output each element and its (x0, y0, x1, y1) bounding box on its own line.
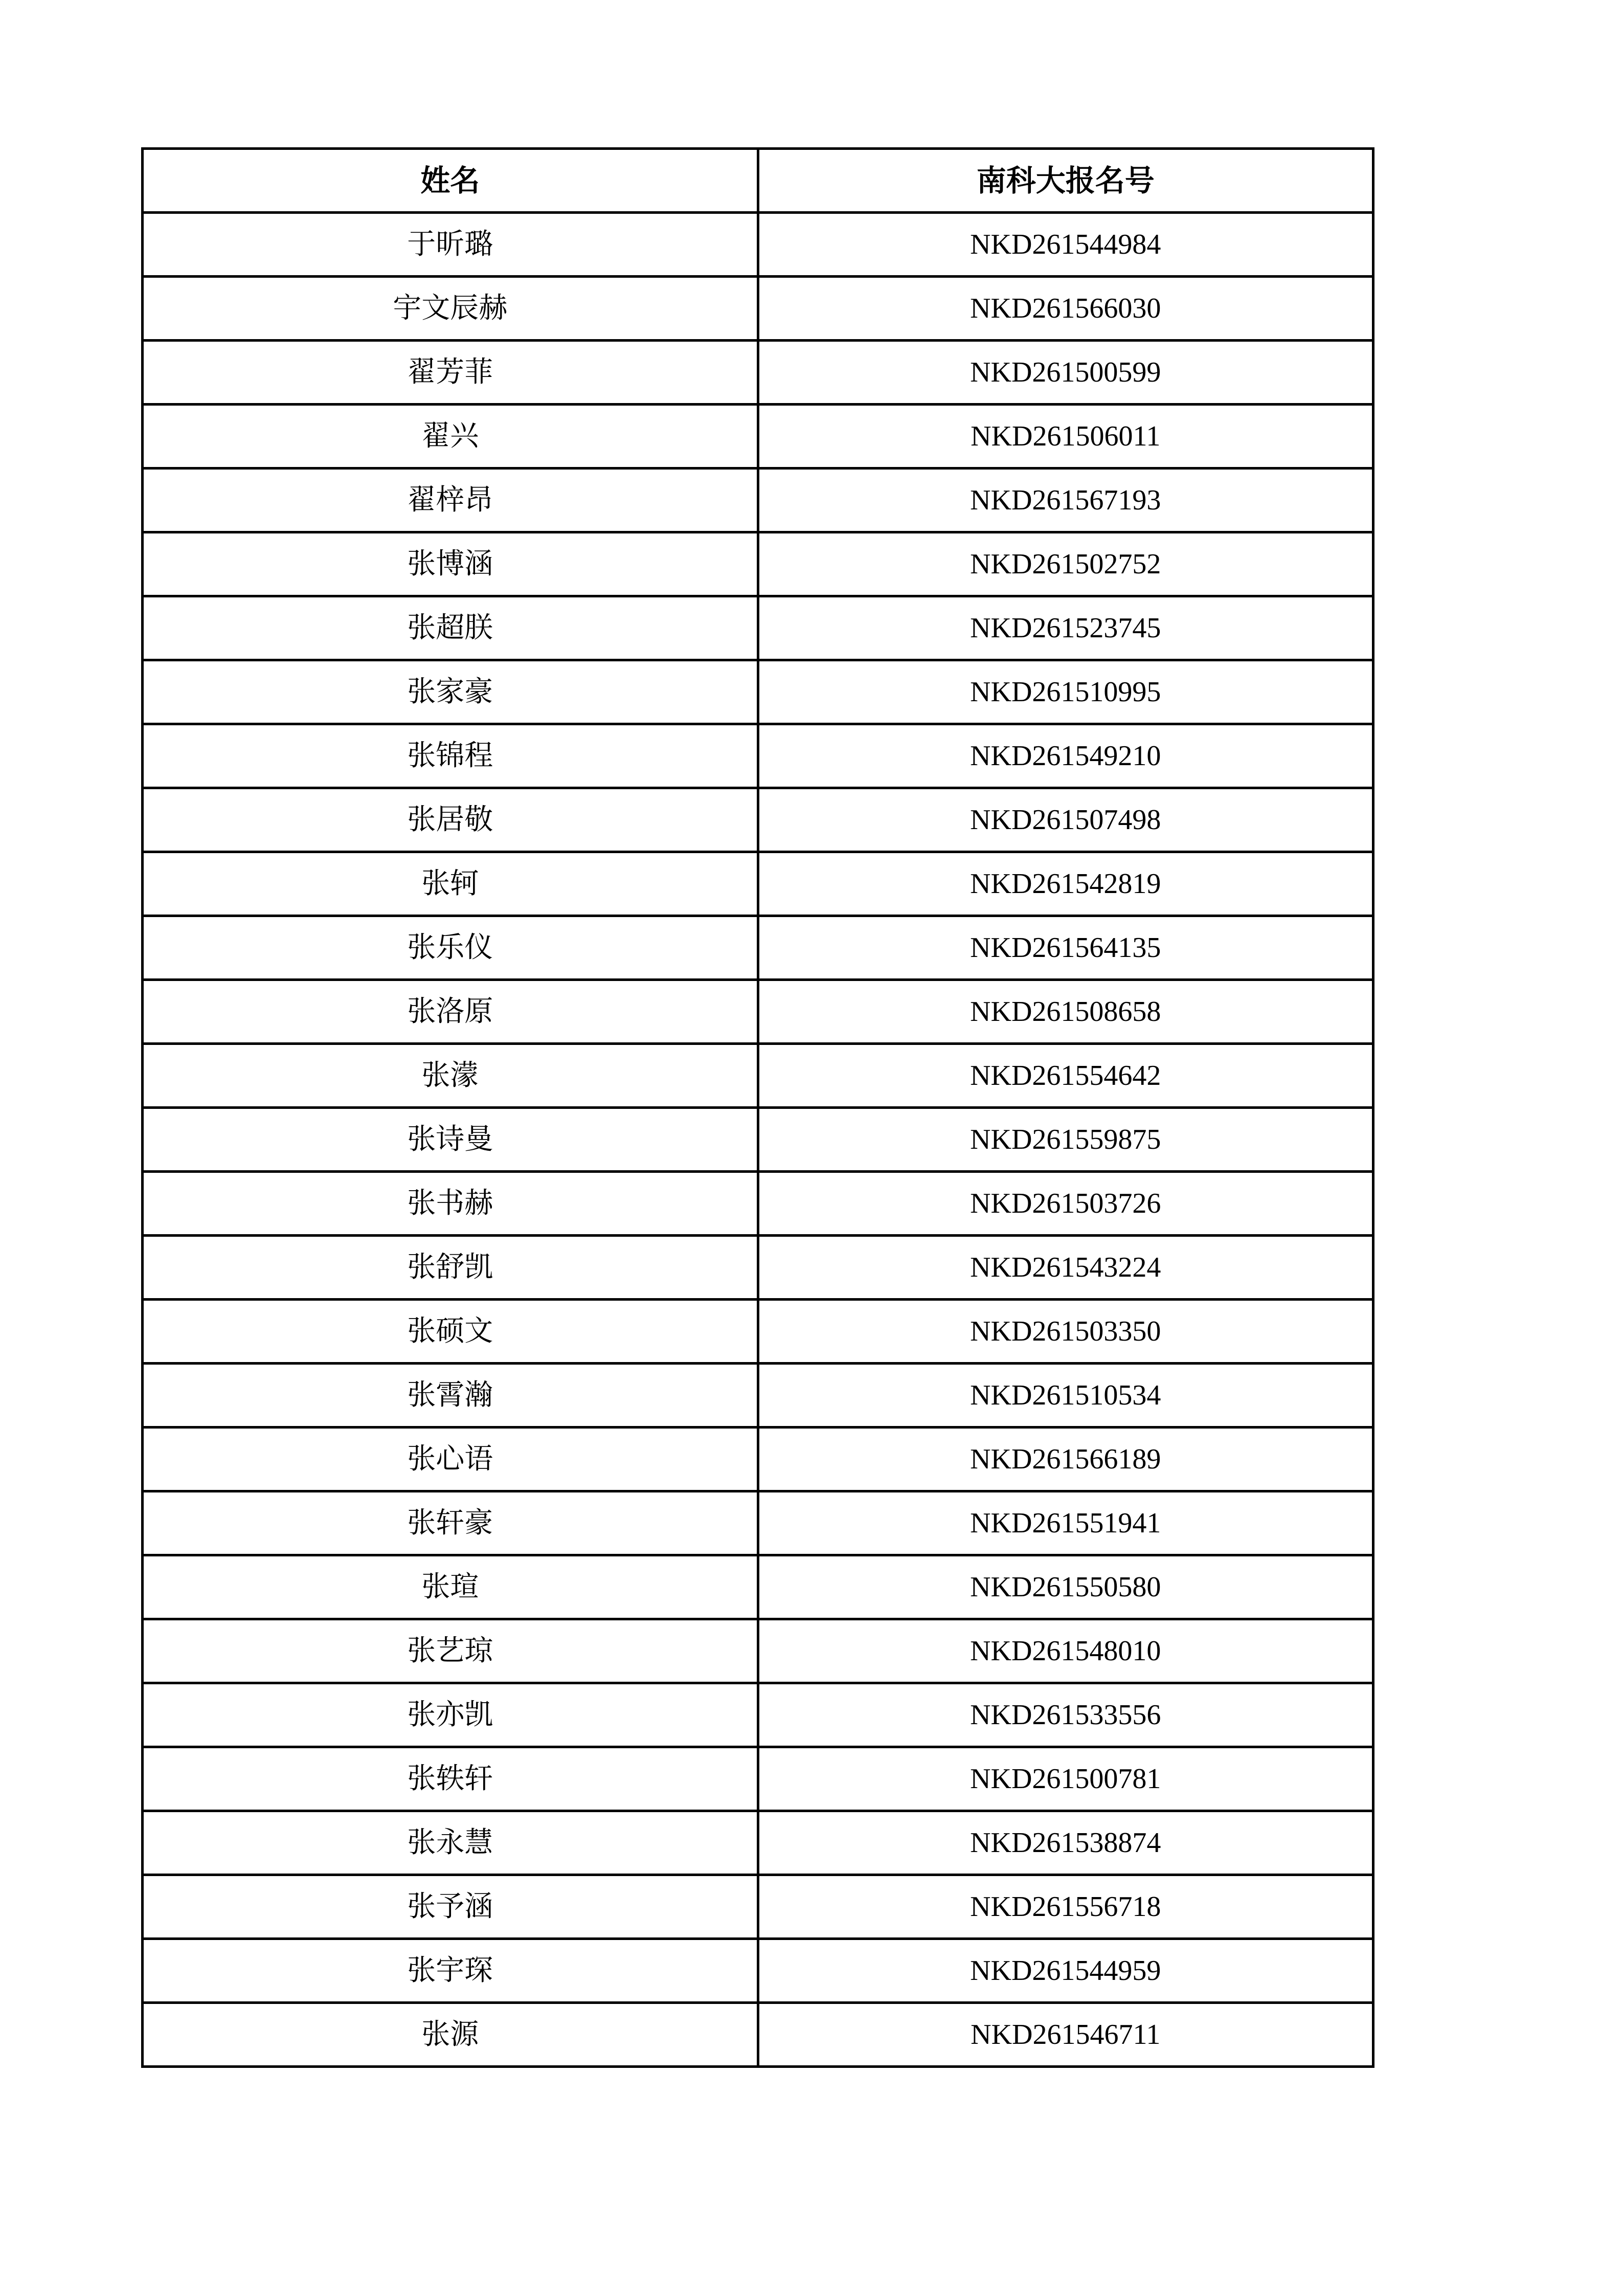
cell-name: 张心语 (143, 1428, 758, 1491)
table-row (143, 852, 1373, 916)
table-row (143, 1428, 1373, 1491)
table-row (143, 1875, 1373, 1939)
cell-name: 张予涵 (143, 1875, 758, 1939)
table-row (143, 1747, 1373, 1811)
cell-registration-number: NKD261549210 (758, 724, 1373, 788)
cell-name: 宇文辰赫 (143, 277, 758, 341)
cell-name: 张洛原 (143, 980, 758, 1044)
cell-registration-number: NKD261506011 (758, 405, 1373, 469)
table-row (143, 788, 1373, 852)
cell-name: 张霄瀚 (143, 1364, 758, 1428)
cell-name: 张轩豪 (143, 1491, 758, 1555)
header-row (143, 149, 1373, 213)
cell-registration-number: NKD261566030 (758, 277, 1373, 341)
cell-name: 张硕文 (143, 1300, 758, 1364)
cell-registration-number: NKD261510534 (758, 1364, 1373, 1428)
cell-name: 张锦程 (143, 724, 758, 788)
table-row (143, 724, 1373, 788)
cell-registration-number: NKD261546711 (758, 2003, 1373, 2067)
cell-registration-number: NKD261559875 (758, 1108, 1373, 1172)
cell-registration-number: NKD261500599 (758, 341, 1373, 405)
table-header (143, 149, 1373, 213)
cell-registration-number: NKD261542819 (758, 852, 1373, 916)
roster-table (141, 147, 1374, 2068)
cell-name: 张居敬 (143, 788, 758, 852)
cell-name: 翟梓昂 (143, 469, 758, 532)
cell-registration-number: NKD261554642 (758, 1044, 1373, 1108)
cell-registration-number: NKD261500781 (758, 1747, 1373, 1811)
table-row (143, 1300, 1373, 1364)
cell-registration-number: NKD261503350 (758, 1300, 1373, 1364)
cell-registration-number: NKD261548010 (758, 1619, 1373, 1683)
cell-name: 翟兴 (143, 405, 758, 469)
header-registration-number: 南科大报名号 (758, 149, 1373, 213)
cell-name: 张舒凯 (143, 1236, 758, 1300)
cell-name: 张瑄 (143, 1555, 758, 1619)
table-row (143, 596, 1373, 660)
cell-registration-number: NKD261523745 (758, 596, 1373, 660)
cell-name: 张轲 (143, 852, 758, 916)
table-row (143, 1683, 1373, 1747)
table-row (143, 1555, 1373, 1619)
cell-name: 张艺琼 (143, 1619, 758, 1683)
table-row (143, 916, 1373, 980)
cell-name: 张永慧 (143, 1811, 758, 1875)
cell-name: 张宇琛 (143, 1939, 758, 2003)
cell-name: 张濛 (143, 1044, 758, 1108)
table-row (143, 980, 1373, 1044)
table-row (143, 1939, 1373, 2003)
table-row (143, 1236, 1373, 1300)
cell-name: 翟芳菲 (143, 341, 758, 405)
table-row (143, 1811, 1373, 1875)
cell-name: 张轶轩 (143, 1747, 758, 1811)
cell-name: 于昕璐 (143, 213, 758, 277)
table-row (143, 1364, 1373, 1428)
cell-name: 张书赫 (143, 1172, 758, 1236)
cell-registration-number: NKD261510995 (758, 660, 1373, 724)
cell-name: 张诗曼 (143, 1108, 758, 1172)
table-row (143, 1172, 1373, 1236)
cell-registration-number: NKD261538874 (758, 1811, 1373, 1875)
table-row (143, 1491, 1373, 1555)
header-name: 姓名 (143, 149, 758, 213)
table-row (143, 405, 1373, 469)
cell-registration-number: NKD261566189 (758, 1428, 1373, 1491)
table-row (143, 1044, 1373, 1108)
cell-name: 张家豪 (143, 660, 758, 724)
cell-registration-number: NKD261556718 (758, 1875, 1373, 1939)
cell-name: 张乐仪 (143, 916, 758, 980)
table-row (143, 1108, 1373, 1172)
table-row (143, 213, 1373, 277)
cell-name: 张亦凯 (143, 1683, 758, 1747)
cell-registration-number: NKD261508658 (758, 980, 1373, 1044)
table-body (143, 213, 1373, 2067)
cell-registration-number: NKD261544959 (758, 1939, 1373, 2003)
table-row (143, 469, 1373, 532)
table-row (143, 660, 1373, 724)
table-row (143, 341, 1373, 405)
table-row (143, 2003, 1373, 2067)
cell-name: 张超朕 (143, 596, 758, 660)
cell-registration-number: NKD261564135 (758, 916, 1373, 980)
cell-registration-number: NKD261533556 (758, 1683, 1373, 1747)
table-row (143, 277, 1373, 341)
cell-registration-number: NKD261543224 (758, 1236, 1373, 1300)
cell-registration-number: NKD261503726 (758, 1172, 1373, 1236)
cell-registration-number: NKD261502752 (758, 532, 1373, 596)
table-row (143, 1619, 1373, 1683)
cell-registration-number: NKD261551941 (758, 1491, 1373, 1555)
cell-name: 张博涵 (143, 532, 758, 596)
cell-name: 张源 (143, 2003, 758, 2067)
cell-registration-number: NKD261550580 (758, 1555, 1373, 1619)
cell-registration-number: NKD261544984 (758, 213, 1373, 277)
table-row (143, 532, 1373, 596)
cell-registration-number: NKD261567193 (758, 469, 1373, 532)
cell-registration-number: NKD261507498 (758, 788, 1373, 852)
